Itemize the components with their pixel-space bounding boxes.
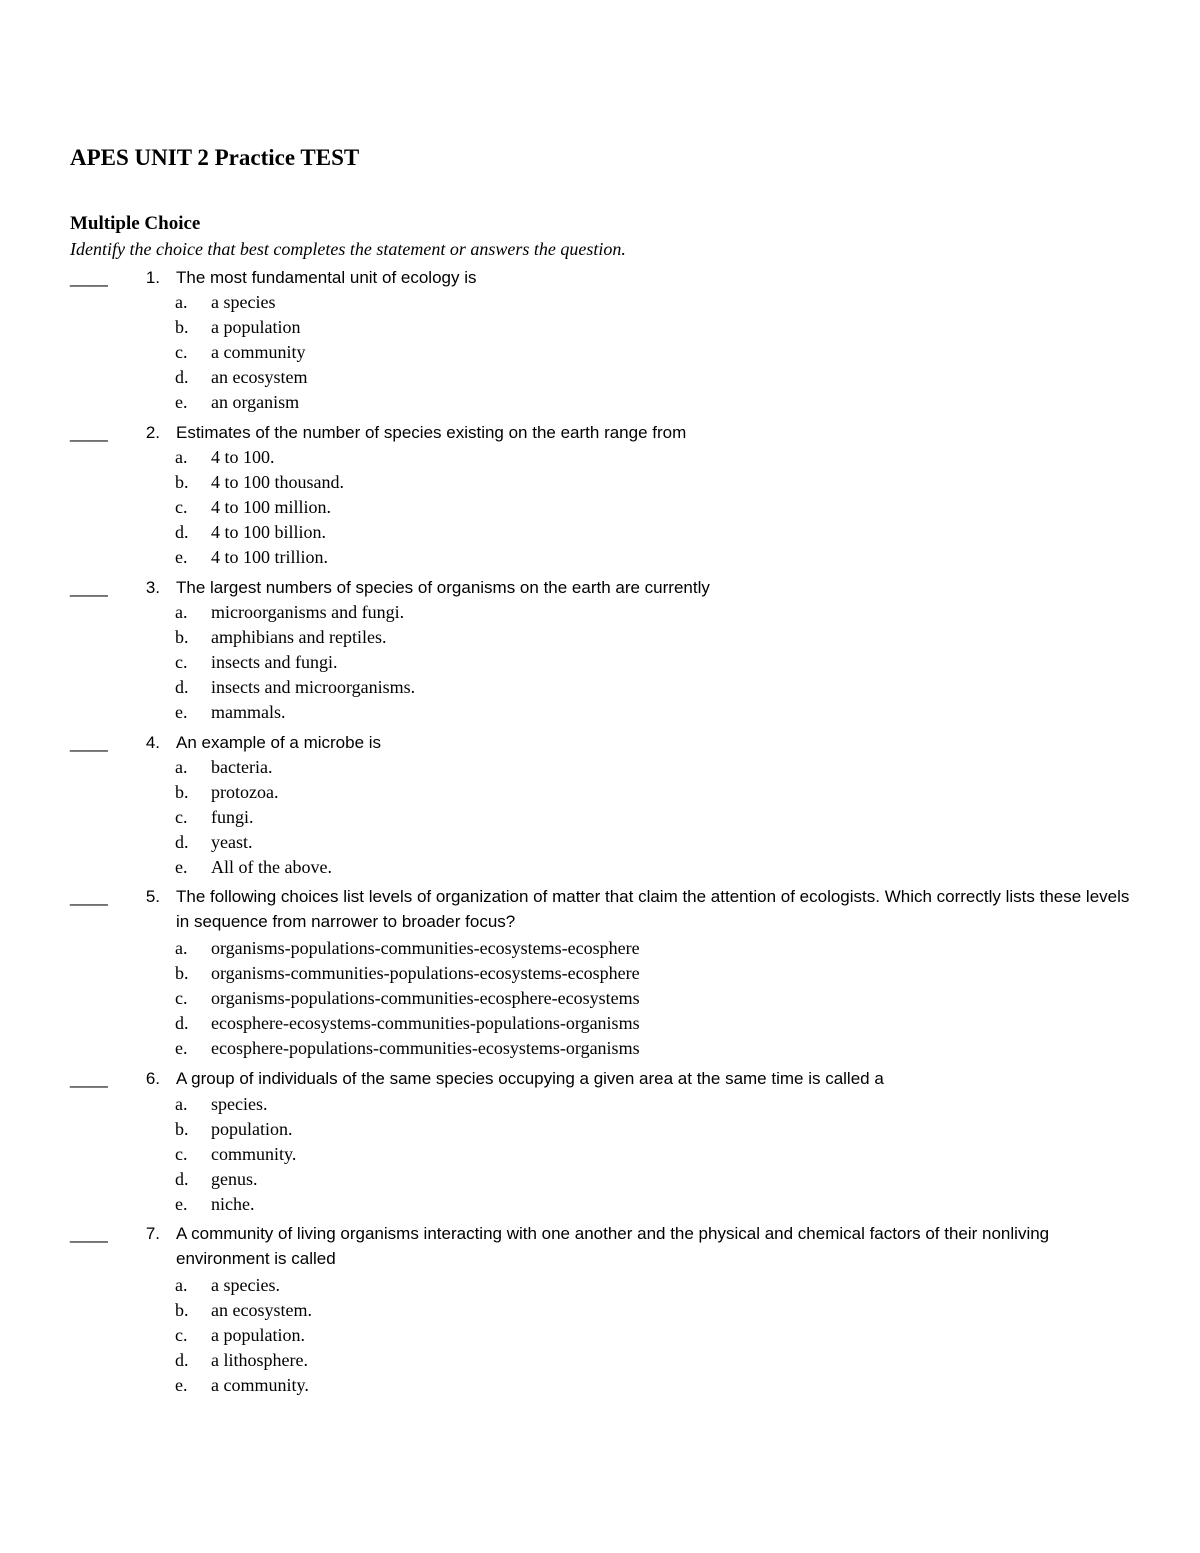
choice-text: genus. xyxy=(211,1168,258,1189)
choice-text: yeast. xyxy=(211,831,253,852)
choice-item xyxy=(175,290,307,315)
choice-item xyxy=(175,855,332,880)
choice-item xyxy=(175,755,332,780)
choice-item xyxy=(175,961,640,986)
choice-item xyxy=(175,1192,296,1217)
choice-item xyxy=(175,545,344,570)
choice-item xyxy=(175,936,640,961)
question-text: The following choices list levels of organization of matter that claim the attention of ecologists. Which correctly lists these levels in sequence from narrower to broader focus? xyxy=(176,887,1130,931)
question-text: The most fundamental unit of ecology is xyxy=(176,268,477,287)
choice-letter: a. xyxy=(175,1094,188,1114)
choice-letter: a. xyxy=(175,602,188,622)
answer-blank[interactable]: ____ xyxy=(70,887,108,906)
choice-text: an organism xyxy=(211,391,300,412)
choice-letter: a. xyxy=(175,292,188,312)
choice-text: niche. xyxy=(211,1193,255,1214)
choice-letter: c. xyxy=(175,1324,188,1345)
choice-item xyxy=(175,600,415,625)
answer-blank[interactable]: ____ xyxy=(70,578,108,597)
choice-text: an ecosystem. xyxy=(211,1299,312,1320)
choice-text: amphibians and reptiles. xyxy=(211,626,387,647)
choice-list xyxy=(175,755,332,879)
choice-item xyxy=(175,495,344,520)
choice-text: 4 to 100 thousand. xyxy=(211,471,344,492)
choice-list xyxy=(175,290,307,414)
choice-item xyxy=(175,1117,296,1142)
question-number: 2. xyxy=(145,423,160,442)
choice-item xyxy=(175,390,307,415)
question-number: 6. xyxy=(145,1069,160,1088)
choice-letter: e. xyxy=(175,546,188,567)
choice-item xyxy=(175,1273,312,1298)
choice-text: species. xyxy=(211,1094,268,1114)
choice-text: 4 to 100 billion. xyxy=(211,521,327,542)
choice-text: 4 to 100 trillion. xyxy=(211,546,328,567)
question-number: 1. xyxy=(145,268,160,287)
choice-letter: a. xyxy=(175,447,188,467)
question-text: Estimates of the number of species existing on the earth range from xyxy=(176,423,687,442)
choice-letter: d. xyxy=(175,1012,189,1033)
choice-letter: b. xyxy=(175,962,189,983)
choice-letter: c. xyxy=(175,651,188,672)
choice-letter: e. xyxy=(175,391,188,412)
choice-text: protozoa. xyxy=(211,781,279,802)
choice-letter: b. xyxy=(175,471,189,492)
choice-letter: a. xyxy=(175,938,188,958)
choice-text: mammals. xyxy=(211,701,286,722)
question-text: The largest numbers of species of organisms on the earth are currently xyxy=(176,578,710,597)
choice-letter: d. xyxy=(175,366,189,387)
choice-letter: d. xyxy=(175,521,189,542)
choice-list xyxy=(175,936,640,1060)
choice-item xyxy=(175,1036,640,1061)
choice-text: insects and fungi. xyxy=(211,651,338,672)
choice-text: ecosphere-populations-communities-ecosystems-organisms xyxy=(211,1037,640,1058)
answer-blank[interactable]: ____ xyxy=(70,268,108,287)
question-number: 3. xyxy=(145,578,160,597)
choice-letter: e. xyxy=(175,1037,188,1058)
question-number: 5. xyxy=(145,887,160,906)
choice-letter: e. xyxy=(175,701,188,722)
choice-text: a population xyxy=(211,316,301,337)
choice-text: an ecosystem xyxy=(211,366,308,387)
choice-list xyxy=(175,1092,296,1216)
choice-item xyxy=(175,315,307,340)
choice-letter: c. xyxy=(175,496,188,517)
choice-text: organisms-populations-communities-ecosystems-ecosphere xyxy=(211,938,640,958)
choice-letter: b. xyxy=(175,1118,189,1139)
choice-item xyxy=(175,1011,640,1036)
choice-item xyxy=(175,780,332,805)
choice-item xyxy=(175,445,344,470)
choice-letter: d. xyxy=(175,831,189,852)
choice-item xyxy=(175,675,415,700)
choice-item xyxy=(175,1323,312,1348)
choice-text: 4 to 100 million. xyxy=(211,496,332,517)
choice-list xyxy=(175,600,415,724)
choice-letter: b. xyxy=(175,1299,189,1320)
choice-item xyxy=(175,520,344,545)
choice-text: All of the above. xyxy=(211,856,332,877)
choice-text: a lithosphere. xyxy=(211,1349,308,1370)
question-number: 4. xyxy=(145,733,160,752)
choice-text: organisms-communities-populations-ecosystems-ecosphere xyxy=(211,962,640,983)
section-instructions: Identify the choice that best completes the statement or answers the question. xyxy=(70,239,626,259)
choice-item xyxy=(175,805,332,830)
choice-text: 4 to 100. xyxy=(211,447,275,467)
choice-text: a species. xyxy=(211,1275,280,1295)
choice-item xyxy=(175,1348,312,1373)
choice-text: insects and microorganisms. xyxy=(211,676,416,697)
choice-item xyxy=(175,470,344,495)
choice-text: community. xyxy=(211,1143,297,1164)
choice-letter: c. xyxy=(175,987,188,1008)
question-text: An example of a microbe is xyxy=(176,733,382,752)
choice-item xyxy=(175,650,415,675)
choice-letter: d. xyxy=(175,1349,189,1370)
choice-item xyxy=(175,1092,296,1117)
choice-letter: c. xyxy=(175,341,188,362)
choice-item xyxy=(175,1142,296,1167)
choice-text: a population. xyxy=(211,1324,305,1345)
section-title: Multiple Choice xyxy=(70,213,201,234)
choice-letter: e. xyxy=(175,1193,188,1214)
choice-item xyxy=(175,830,332,855)
choice-item xyxy=(175,1167,296,1192)
choice-item xyxy=(175,1298,312,1323)
choice-list xyxy=(175,445,344,569)
choice-item xyxy=(175,700,415,725)
choice-letter: d. xyxy=(175,1168,189,1189)
choice-text: a species xyxy=(211,292,276,312)
choice-letter: b. xyxy=(175,781,189,802)
choice-letter: a. xyxy=(175,757,188,777)
choice-item xyxy=(175,340,307,365)
question-number: 7. xyxy=(145,1224,160,1243)
answer-blank[interactable]: ____ xyxy=(70,1224,108,1243)
choice-text: microorganisms and fungi. xyxy=(211,602,405,622)
choice-text: ecosphere-ecosystems-communities-populations-organisms xyxy=(211,1012,640,1033)
choice-item xyxy=(175,365,307,390)
choice-list xyxy=(175,1273,312,1397)
answer-blank[interactable]: ____ xyxy=(70,423,108,442)
choice-letter: e. xyxy=(175,1374,188,1395)
choice-text: a community. xyxy=(211,1374,309,1395)
choice-text: population. xyxy=(211,1118,293,1139)
question-text: A group of individuals of the same species occupying a given area at the same time is called a xyxy=(176,1069,884,1088)
choice-item xyxy=(175,625,415,650)
choice-letter: c. xyxy=(175,1143,188,1164)
choice-letter: b. xyxy=(175,316,189,337)
choice-text: fungi. xyxy=(211,806,254,827)
choice-text: bacteria. xyxy=(211,757,273,777)
choice-text: a community xyxy=(211,341,306,362)
choice-item xyxy=(175,1373,312,1398)
answer-blank[interactable]: ____ xyxy=(70,1069,108,1088)
choice-letter: a. xyxy=(175,1275,188,1295)
choice-text: organisms-populations-communities-ecosphere-ecosystems xyxy=(211,987,640,1008)
choice-letter: c. xyxy=(175,806,188,827)
choice-letter: d. xyxy=(175,676,189,697)
choice-letter: e. xyxy=(175,856,188,877)
answer-blank[interactable]: ____ xyxy=(70,733,108,752)
choice-letter: b. xyxy=(175,626,189,647)
document-title: APES UNIT 2 Practice TEST xyxy=(70,145,360,170)
question-text: A community of living organisms interacting with one another and the physical and chemical factors of their nonliving environment is called xyxy=(176,1224,1050,1268)
choice-item xyxy=(175,986,640,1011)
